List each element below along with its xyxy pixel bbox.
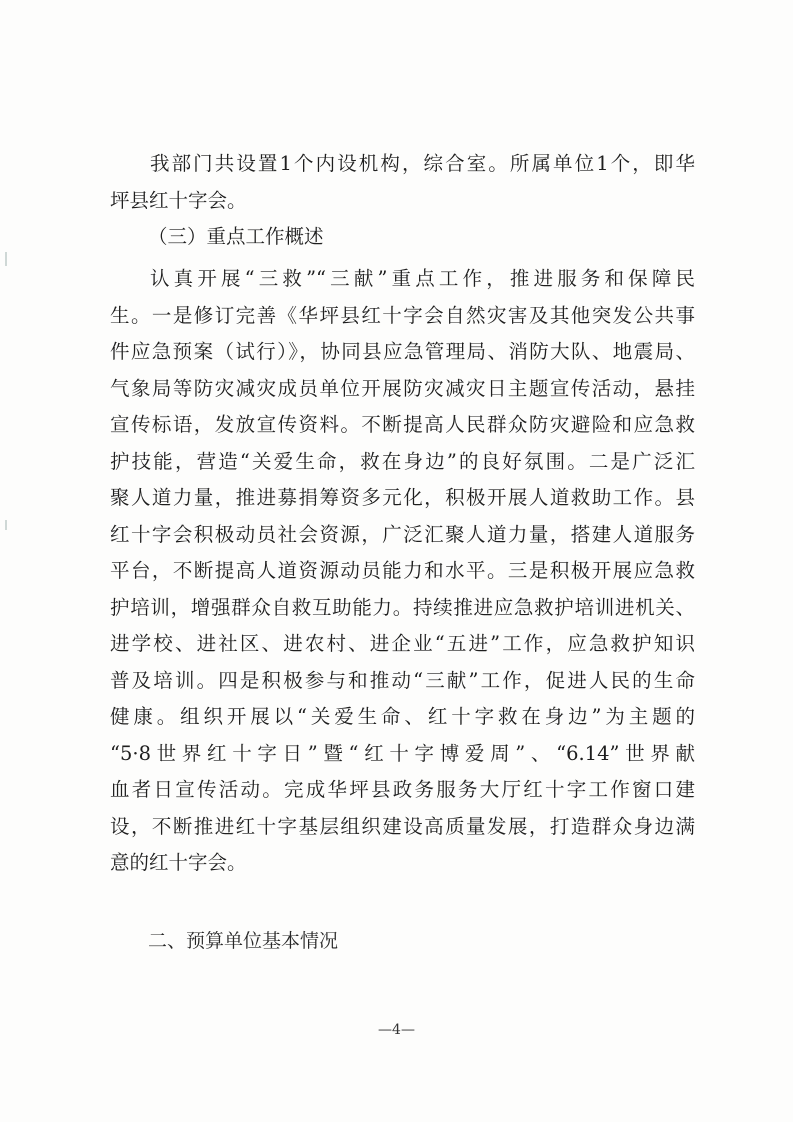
text-line: 我部门共设置1个内设机构，综合室。所属单位1个，即华: [150, 152, 695, 175]
section-heading-key-work: （三）重点工作概述: [148, 225, 324, 248]
text-line: 护培训，增强群众自救互助能力。持续推进应急救护培训进机关、: [110, 595, 695, 619]
text-line: 件应急预案（试行）》，协同县应急管理局、消防大队、地震局、: [110, 340, 695, 363]
page-number: —4—: [378, 1022, 415, 1038]
text-line: 宣传标语，发放宣传资料。不断提高人民群众防灾避险和应急救: [110, 413, 695, 436]
scan-edge-mark: [5, 252, 7, 266]
scan-edge-mark: [5, 520, 7, 530]
text-line: 意的红十字会。: [110, 851, 247, 874]
text-line: 进学校、进社区、进农村、进企业“五进”工作，应急救护知识: [110, 632, 695, 655]
text-line: 血者日宣传活动。完成华坪县政务服务大厅红十字工作窗口建: [110, 778, 695, 801]
text-line: 护技能，营造“关爱生命，救在身边”的良好氛围。二是广泛汇: [110, 449, 695, 473]
text-line: 生。一是修订完善《华坪县红十字会自然灾害及其他突发公共事: [110, 303, 695, 327]
text-line: 红十字会积极动员社会资源，广泛汇聚人道力量，搭建人道服务: [110, 522, 695, 546]
section-heading-budget-unit: 二、预算单位基本情况: [148, 930, 339, 952]
text-line: 健康。组织开展以“关爱生命、红十字救在身边”为主题的: [110, 705, 695, 728]
text-line: 设，不断推进红十字基层组织建设高质量发展，打造群众身边满: [110, 814, 695, 838]
text-line: “5·8世界红十字日”暨“红十字博爱周”、“6.14”世界献: [110, 741, 695, 765]
text-line: 平台，不断提高人道资源动员能力和水平。三是积极开展应急救: [110, 559, 695, 582]
text-line: 普及培训。四是积极参与和推动“三献”工作，促进人民的生命: [110, 668, 695, 692]
text-line: 气象局等防灾减灾成员单位开展防灾减灾日主题宣传活动，悬挂: [110, 376, 695, 400]
paragraph-key-work-overview: [110, 261, 695, 882]
text-line: 聚人道力量，推进募捐筹资多元化，积极开展人道救助工作。县: [110, 486, 695, 509]
text-line: 坪县红十字会。: [110, 188, 247, 212]
text-line: 认真开展“三救”“三献”重点工作，推进服务和保障民: [150, 267, 695, 290]
paragraph-unit-structure: [110, 146, 695, 219]
